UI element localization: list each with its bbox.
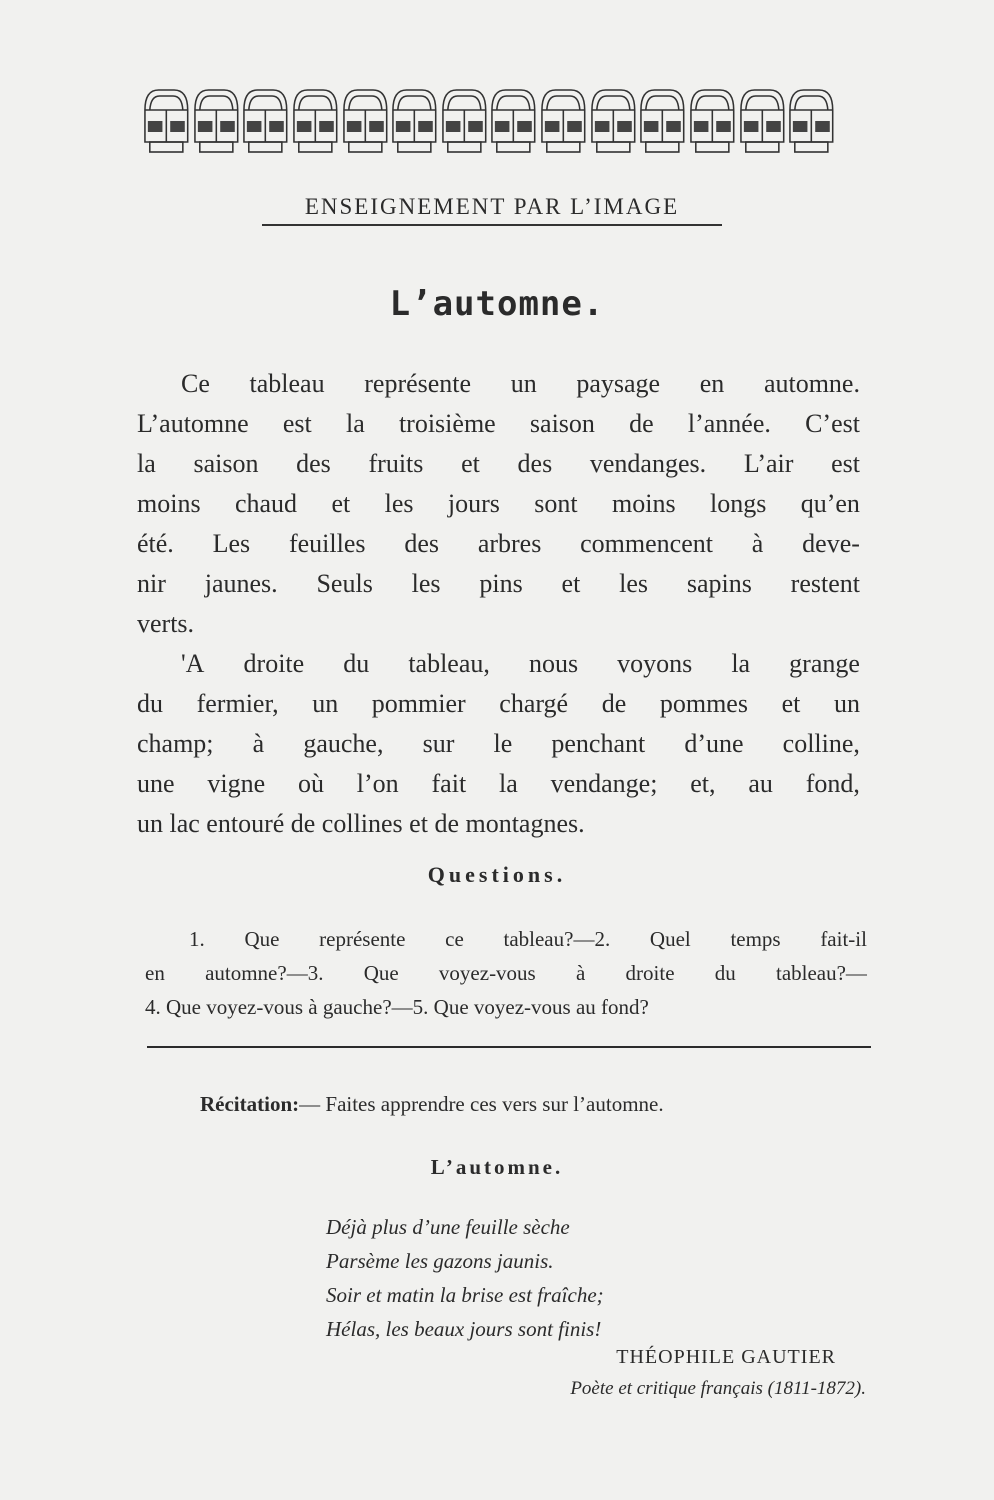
poem — [326, 1210, 604, 1346]
text-line: 'A droite du tableau, nous voyons la grange — [181, 649, 860, 678]
text-line: verts. — [137, 609, 195, 638]
border-ornament — [639, 84, 686, 154]
border-ornament — [242, 84, 289, 154]
paragraph-1 — [137, 364, 860, 644]
recitation-text: — Faites apprendre ces vers sur l’automne. — [299, 1092, 664, 1116]
border-ornament — [689, 84, 736, 154]
paragraph-2 — [137, 644, 860, 844]
recitation-label: Récitation: — [200, 1092, 300, 1116]
text-line: en automne?—3. Que voyez-vous à droite du tableau?— — [145, 961, 867, 985]
border-ornament — [342, 84, 389, 154]
decorative-border — [143, 84, 835, 154]
divider — [147, 1046, 871, 1048]
text-line: 1. Que représente ce tableau?—2. Quel temps fait-il — [189, 927, 867, 951]
border-ornament — [490, 84, 537, 154]
page-title: L’automne. — [389, 284, 605, 324]
poem-line: Parsème les gazons jaunis. — [326, 1249, 554, 1273]
questions — [145, 922, 867, 1024]
border-ornament — [590, 84, 637, 154]
section-header: ENSEIGNEMENT PAR L’IMAGE — [262, 194, 722, 226]
border-ornament — [739, 84, 786, 154]
border-ornament — [788, 84, 835, 154]
recitation — [200, 1092, 664, 1117]
text-line: été. Les feuilles des arbres commencent à deve- — [137, 529, 860, 558]
author-description: Poète et critique français (1811-1872). — [570, 1378, 866, 1399]
border-ornament — [193, 84, 240, 154]
text-line: une vigne où l’on fait la vendange; et, au fond, — [137, 769, 860, 798]
poem-line: Déjà plus d’une feuille sèche — [326, 1215, 570, 1239]
author: THÉOPHILE GAUTIER — [616, 1346, 836, 1368]
text-line: moins chaud et les jours sont moins longs qu’en — [137, 489, 860, 518]
border-ornament — [143, 84, 190, 154]
border-ornament — [540, 84, 587, 154]
border-ornament — [441, 84, 488, 154]
text-line: L’automne est la troisième saison de l’année. C’est — [137, 409, 860, 438]
text-line: nir jaunes. Seuls les pins et les sapins restent — [137, 569, 860, 598]
border-ornament — [292, 84, 339, 154]
border-ornament — [391, 84, 438, 154]
text-line: la saison des fruits et des vendanges. L’air est — [137, 449, 860, 478]
text-line: 4. Que voyez-vous à gauche?—5. Que voyez-vous au fond? — [145, 995, 649, 1019]
text-line: champ; à gauche, sur le penchant d’une colline, — [137, 729, 860, 758]
poem-line: Hélas, les beaux jours sont finis! — [326, 1317, 602, 1341]
text-line: du fermier, un pommier chargé de pommes et un — [137, 689, 860, 718]
questions-title: Questions. — [427, 862, 567, 887]
text-line: Ce tableau représente un paysage en automne. — [181, 369, 860, 398]
poem-line: Soir et matin la brise est fraîche; — [326, 1283, 604, 1307]
poem-title: L’automne. — [430, 1155, 564, 1179]
text-line: un lac entouré de collines et de montagnes. — [137, 809, 585, 838]
